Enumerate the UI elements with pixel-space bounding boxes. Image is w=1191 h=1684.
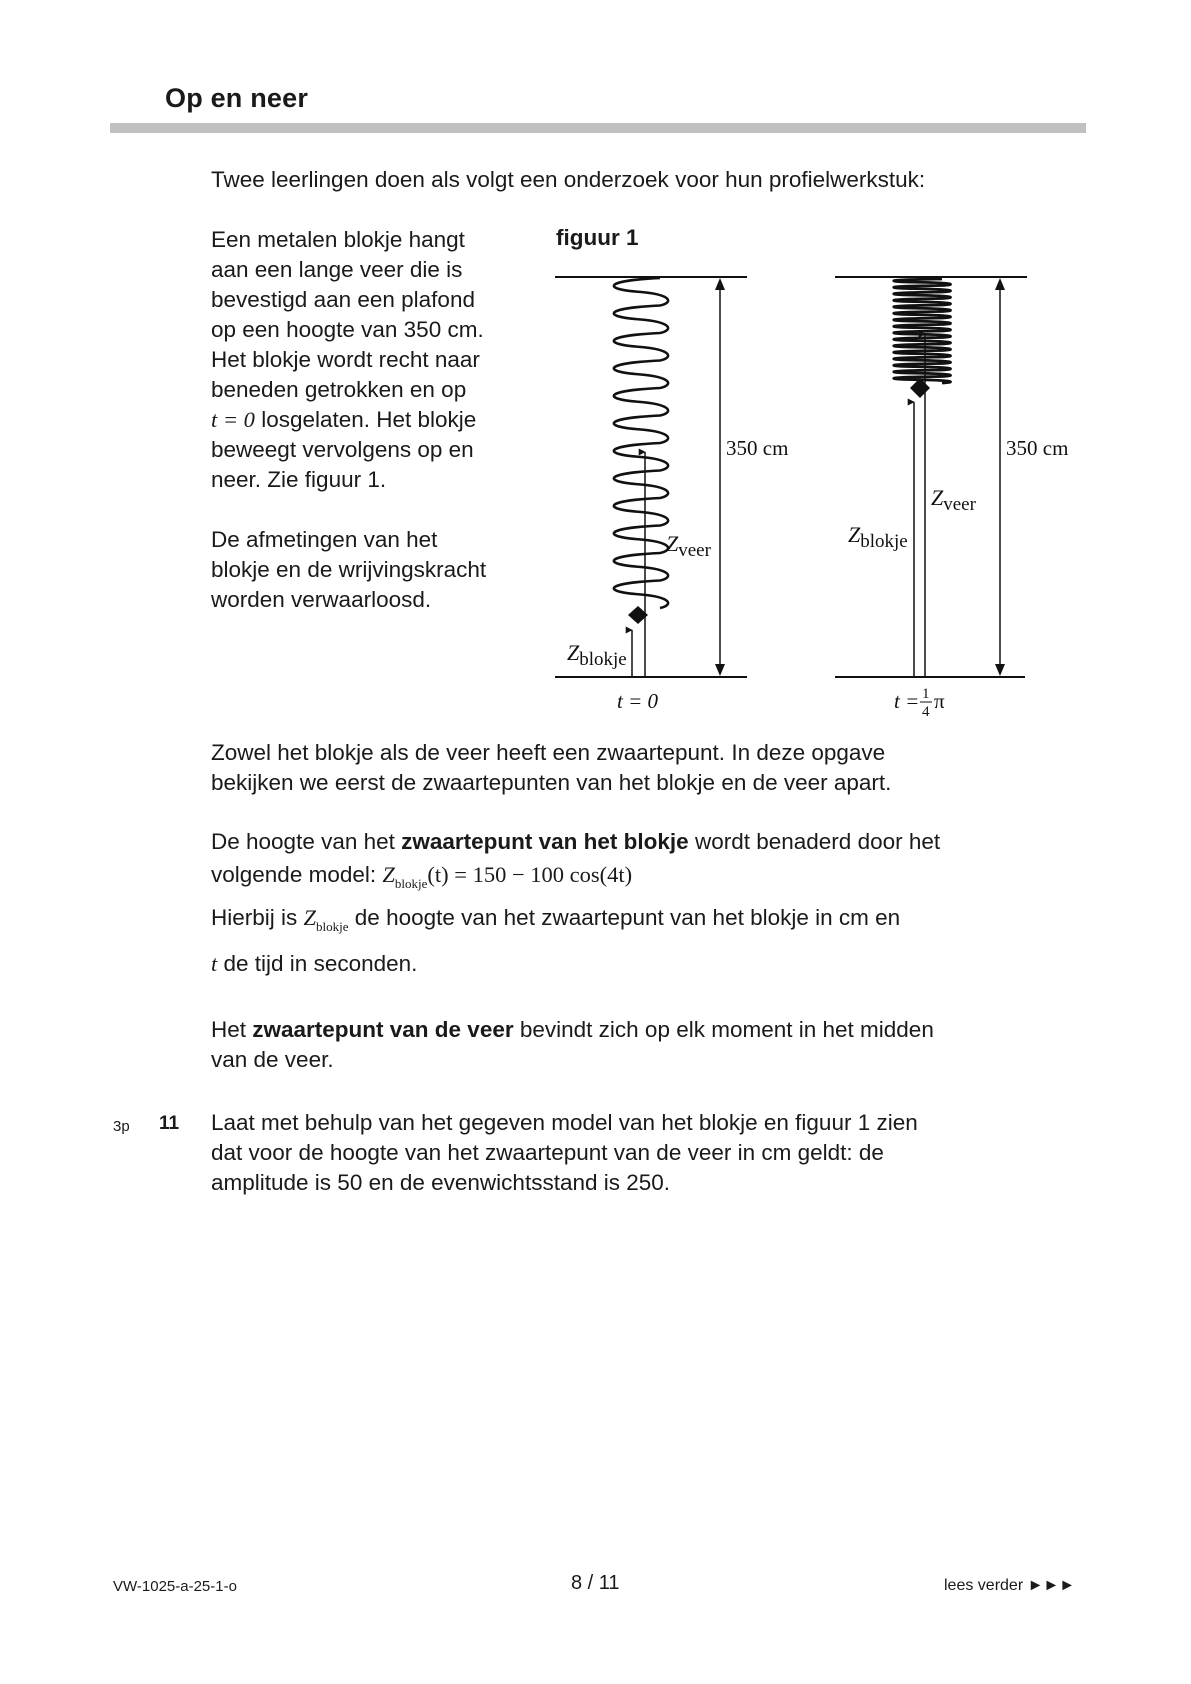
text-line: De hoogte van het zwaartepunt van het blokje wordt benaderd door het: [211, 829, 941, 854]
desc-line: Een metalen blokje hangt: [211, 227, 465, 252]
text-line: Laat met behulp van het gegeven model van het blokje en figuur 1 zien: [211, 1110, 918, 1135]
question-text: [211, 1108, 1071, 1198]
height-label-right: 350 cm: [1006, 436, 1069, 460]
dimension-arrowhead-down: [715, 664, 725, 676]
desc-line: blokje en de wrijvingskracht: [211, 557, 487, 582]
exam-code: VW-1025-a-25-1-o: [113, 1578, 237, 1595]
spring-stretched: [614, 278, 668, 608]
desc-line: bevestigd aan een plafond: [211, 287, 475, 312]
svg-text:π: π: [934, 689, 945, 713]
bold-term: zwaartepunt van de veer: [252, 1017, 514, 1042]
paragraph-veer: [211, 1015, 1091, 1075]
desc-line: neer. Zie figuur 1.: [211, 467, 387, 492]
text-line: bekijken we eerst de zwaartepunten van het blokje en de veer apart.: [211, 770, 892, 795]
desc-line: Het blokje wordt recht naar: [211, 347, 480, 372]
time-label-left: t = 0: [617, 689, 659, 713]
section-title: Op en neer: [165, 83, 309, 113]
text-line: van de veer.: [211, 1047, 334, 1072]
fraction-numerator: 1: [922, 686, 930, 702]
height-label-left: 350 cm: [726, 436, 789, 460]
desc-line: op een hoogte van 350 cm.: [211, 317, 484, 342]
text-line: amplitude is 50 en de evenwichtsstand is 250.: [211, 1170, 671, 1195]
paragraph-tijd: t de tijd in seconden.: [211, 951, 418, 976]
intro-text: Twee leerlingen doen als volgt een onderzoek voor hun profielwerkstuk:: [211, 167, 926, 192]
desc-line: beweegt vervolgens op en: [211, 437, 474, 462]
desc-line: De afmetingen van het: [211, 527, 438, 552]
text-line: volgende model: $Z_{blokje}(t) = 150 - 100$ cos(4t): [211, 862, 633, 891]
text-line: dat voor de hoogte van het zwaartepunt van de veer in cm geldt: de: [211, 1140, 884, 1165]
z-veer-label-left: Zveer: [666, 531, 711, 561]
t-zero-math: t = 0: [211, 407, 255, 432]
z-blokje-label-left: Zblokje: [567, 640, 627, 670]
continue-indicator: lees verder ►►►: [944, 1577, 1076, 1594]
dimension-arrowhead-up: [995, 278, 1005, 290]
figure-1-diagram: [0, 0, 1191, 720]
dimension-arrowhead-up: [715, 278, 725, 290]
question-points: 3p: [113, 1118, 130, 1135]
page-number: 8 / 11: [571, 1572, 620, 1594]
desc-line: aan een lange veer die is: [211, 257, 463, 282]
time-label-right: [894, 686, 945, 720]
model-formula: $Z_{blokje}(t) = 150 - 100$ cos(4t): [382, 862, 633, 891]
text-line: Zowel het blokje als de veer heeft een zwaartepunt. In deze opgave: [211, 740, 886, 765]
fraction-denominator: 4: [922, 704, 930, 720]
desc-line: beneden getrokken en op: [211, 377, 467, 402]
figure-label: figuur 1: [556, 225, 639, 250]
z-veer-label-right: Zveer: [931, 485, 976, 515]
t-symbol: t: [211, 951, 218, 976]
question-number: 11: [159, 1113, 180, 1134]
desc-line-rest: losgelaten. Het blokje: [254, 407, 477, 432]
z-blokje-symbol: $Z_{blokje}$: [303, 905, 349, 934]
paragraph-hierbij: Hierbij is $Z_{blokje}$ de hoogte van het zwaartepunt van het blokje in cm en: [211, 905, 901, 934]
bold-term: zwaartepunt van het blokje: [401, 829, 689, 854]
desc-line: worden verwaarloosd.: [211, 587, 432, 612]
paragraph-model: [211, 827, 1091, 899]
dimension-arrowhead-down: [995, 664, 1005, 676]
z-blokje-label-right: Zblokje: [848, 522, 908, 552]
svg-text:t =: t =: [894, 689, 920, 713]
text-line: Het zwaartepunt van de veer bevindt zich op elk moment in het midden: [211, 1017, 934, 1042]
spring-compressed: [894, 279, 951, 383]
paragraph-zwaartepunt: [211, 738, 1091, 798]
